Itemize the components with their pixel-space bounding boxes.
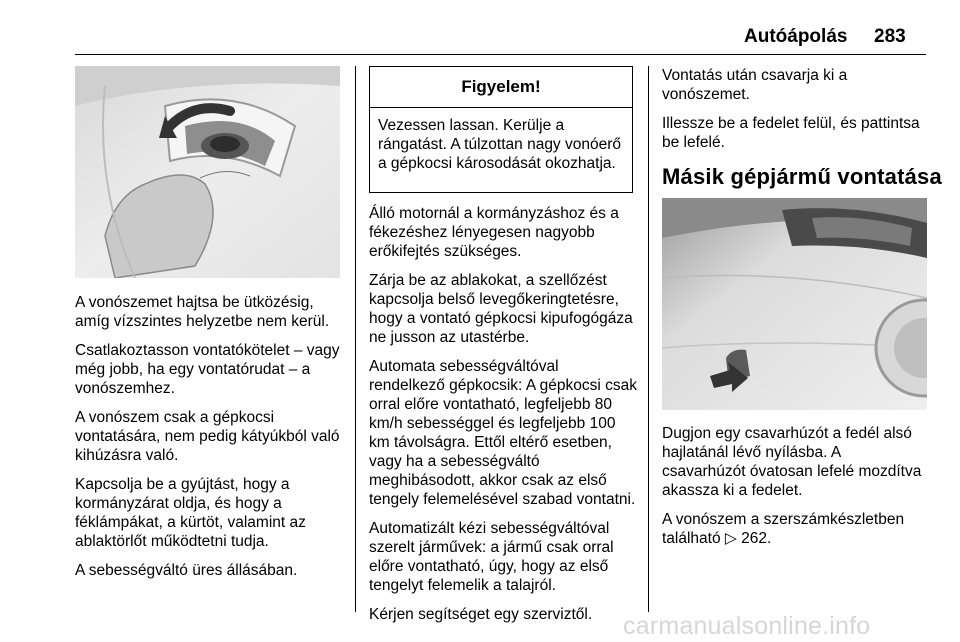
paragraph: Automata sebességváltóval rendelkező gépkocsik: A gépkocsi csak orral előre vontatható, legfeljebb 80 km/h sebességgel és legfeljebb 100 km távolságra. Ettől eltérő esetben, vagy ha a sebességváltó meghibásodott, akkor csak az első tengely felemelésével szabad vontatni. [369, 358, 637, 508]
paragraph: A vonószem csak a gépkocsi vontatására, nem pedig kátyúkból való kihúzásra való. [75, 409, 340, 464]
column-3-text-top [662, 66, 927, 162]
page-reference-arrow-icon: ▷ [724, 530, 737, 547]
paragraph: Illessze be a fedelet felül, és pattintsa be lefelé. [662, 115, 920, 151]
paragraph: Álló motornál a kormányzáshoz és a fékezéshez lényegesen nagyobb erőkifejtés szükséges. [369, 205, 619, 260]
paragraph: Zárja be az ablakokat, a szellőzést kapcsolja belső levegőkeringtetésre, hogy a vontató gépkocsi kipufogógáza ne jusson az utastérbe. [369, 272, 633, 346]
section-heading: Másik gépjármű vontatása [662, 164, 942, 189]
column-3-text-bottom [662, 424, 927, 558]
header-divider [75, 54, 926, 55]
paragraph: Vontatás után csavarja ki a vonószemet. [662, 67, 848, 103]
rear-bumper-illustration [662, 198, 927, 410]
watermark: carmanualsonline.info [623, 612, 871, 640]
paragraph-text: A vonószem a szerszámkészletben található [662, 511, 905, 547]
column-2-text [369, 204, 637, 634]
page-header [0, 0, 960, 58]
paragraph: Automatizált kézi sebességváltóval szerelt járművek: a jármű csak orral előre vontatható, úgy, hogy az első tengelyt felemelik a talajról. [369, 520, 614, 594]
warning-box [369, 66, 633, 193]
paragraph: Kérjen segítséget egy szerviztől. [369, 606, 593, 623]
warning-title: Figyelem! [370, 67, 632, 108]
section-title: Autóápolás [744, 26, 848, 47]
paragraph [662, 510, 927, 548]
column-divider [355, 66, 356, 612]
page-reference-link[interactable]: 262. [741, 530, 772, 547]
paragraph: Kapcsolja be a gyújtást, hogy a kormányzárat oldja, és hogy a féklámpákat, a kürtöt, valamint az ablaktörlőt működtetni tudja. [75, 476, 306, 550]
paragraph: Csatlakoztasson vontatókötelet – vagy még jobb, ha egy vontatórudat – a vonószemhez. [75, 342, 340, 397]
paragraph: Dugjon egy csavarhúzót a fedél alsó hajlatánál lévő nyílásba. A csavarhúzót óvatosan lefelé mozdítva akassza ki a fedelet. [662, 425, 922, 499]
towing-eye-illustration [75, 66, 340, 278]
column-divider [648, 66, 649, 612]
paragraph: A vonószemet hajtsa be ütközésig, amíg vízszintes helyzetbe nem kerül. [75, 294, 330, 330]
warning-text: Vezessen lassan. Kerülje a rángatást. A túlzottan nagy vonóerő a gépkocsi károsodását okozhatja. [378, 117, 622, 172]
paragraph: A sebességváltó üres állásában. [75, 562, 298, 579]
page-number: 283 [874, 26, 906, 47]
column-1-text [75, 293, 343, 590]
